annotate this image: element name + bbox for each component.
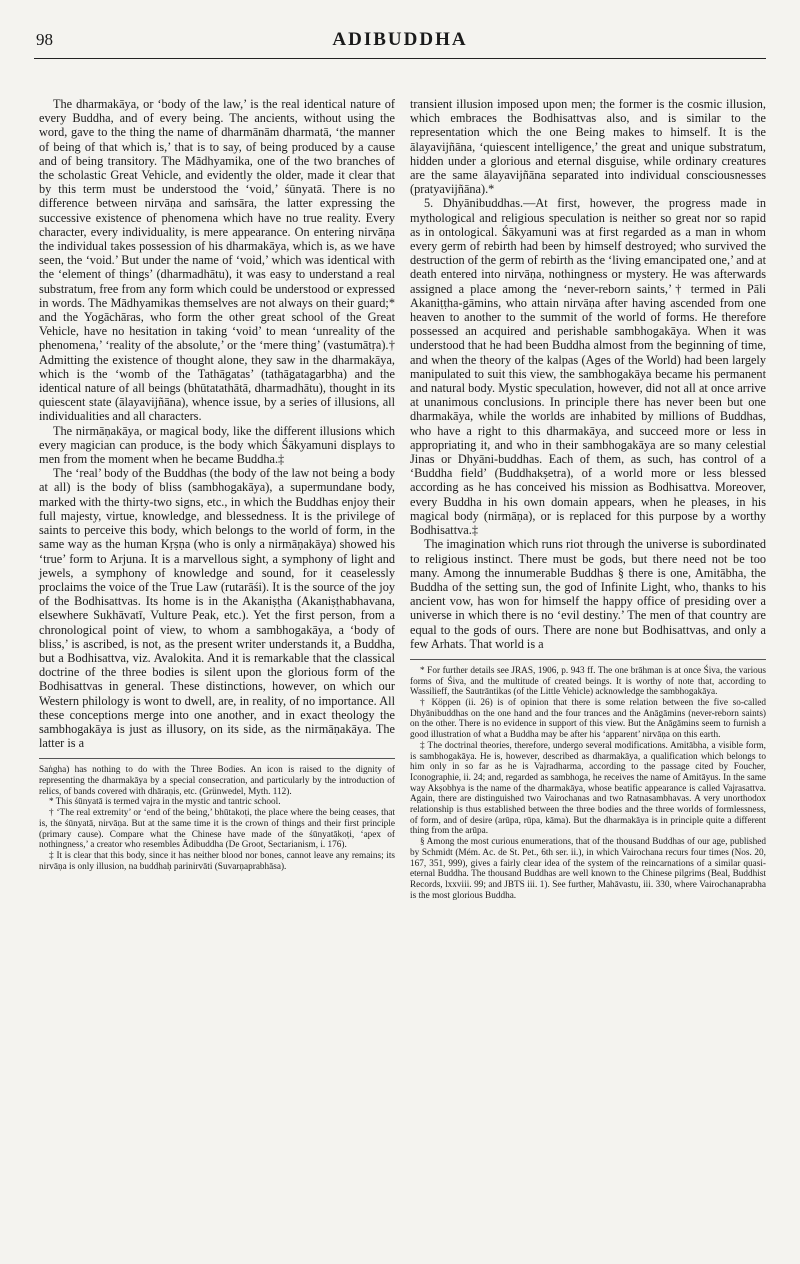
page-header [0,0,800,64]
header-rule [34,58,766,59]
left-paragraph: The dharmakāya, or ‘body of the law,’ is the real identical nature of every Buddha, and of every being. The ancients, without using the word, gave to the thing the name of dharmānām dharmatā, ‘the manner of being of that which is,’ that is to say, of being produced by a cause and of being transitory. The Mādhyamika, one of the two branches of the scholastic Great Vehicle, and evidently the older, made it clear that by this term must be understood the ‘void,’ śūnyatā. There is no difference between nirvāṇa and saṁsāra, the latter expressing the successive existence of phenomena which have no true reality. Every character, every individuality, is mere appearance. On entering nirvāṇa the individual takes possession of his dharmakāya, which is, as we have seen, the ‘void.’ But under the name of ‘void,’ which was identical with the ‘element of things’ (dharmadhātu), it was easy to understand a real substratum, free from any form which could be understood or expressed in words. The Mādhyamikas themselves are not always on their guard;* and the Yogāchāras, who form the other great school of the Great Vehicle, have no hesitation in taking ‘void’ to mean ‘unreality of the phenomena,’ ‘reality of the absolute,’ or the ‘mere thing’ (vastumātṛa).† Admitting the existence of thought alone, they saw in the dharmakāya, which is the ‘womb of the Tathāgatas’ (tathāgatagarbha) and the identical nature of all beings (bhūtatathātā, dharmadhātu), thought in its quiescent state (ālayavijñāna), whence issue, by a series of illusions, all individualities and all characters. [39,97,395,424]
left-paragraph: The ‘real’ body of the Buddhas (the body of the law not being a body at all) is the body of bliss (sambhogakāya), a supermundane body, marked with the thirty-two signs, etc., in which the Buddhas enjoy their full majesty, virtue, knowledge, and blessedness. It is the privilege of saints to perceive this body, which belongs to the world of form, in the same way as the human Kṛṣṇa (who is only a nirmāṇakāya) showed his ‘true’ form to Arjuna. It is a marvellous sight, a symphony of light and jewels, a symphony of knowledge and sound, for it ceaselessly proclaims the voice of the True Law (rutarāśi). It is the source of the joy of the Bodhisattvas. Its home is in the Akaniṣṭha (Akaniṣṭhabhavana, elsewhere Sukhāvatī, Vulture Peak, etc.). Yet the first person, from a chronological point of view, to whom a sambhogakāya, a ‘body of bliss,’ is ascribed, is not, as the present writer understands it, a Buddha, but a Bodhisattva, viz. Avalokita. And it is remarkable that the classical doctrine of the three bodies is silent upon the glorious form of the Bodhisattvas in general. These distinctions, however, on which our Western philology is wont to dwell, are, in reality, of no importance. All these conceptions merge into one another, and in exact theology the sambhogakāya is just as illusory, on its side, as the nirmāṇakāya. The latter is a [39,466,395,751]
footnote: ‡ The doctrinal theories, therefore, undergo several modifications. Amitābha, a visible form, is sambhogakāya. He is, however, described as dharmakāya, a qualification which belongs to him only in so far as he is Vajradharma, according to the passage cited by Foucher, Iconographie, ii. 24; and, regarded as sambhoga, he receives the name of Amitāyus. In the same way Akṣobhya is the name of the dharmakāya, whose beatific appearance is called Vajrasattva. Again, there are distinguished two Vairochanas and two Ratnasambhavas. A very unorthodox relationship is thus established between the three bodies and the three worlds of formlessness, of form, and of desire (arūpa, rūpa, kāma). But the dharmakāya is in principle quite a different thing from the arūpa. [410,740,766,837]
footnote: * This śūnyatā is termed vajra in the mystic and tantric school. [49,797,281,808]
right-paragraph: transient illusion imposed upon men; the former is the cosmic illusion, which embraces the Bodhisattvas also, and is similar to the representation which the one Being makes to himself. It is the ālayavijñāna, ‘quiescent intelligence,’ the great and unique substratum, hidden under a glorious and eternal disguise, while ordinary creatures are the same ālayavijñāna separated into individual consciousnesses (pratyavijñāna).* [410,97,766,197]
left-footnotes [39,765,395,872]
right-paragraph: The imagination which runs riot through the universe is subordinated to religious instinct. There must be gods, but there need not be too many. Among the innumerable Buddhas § there is one, Amitābha, the Buddha of the setting sun, the god of Infinite Light, who, thanks to his ancient vow, has won for himself the happy office of presiding over a universe in which there is no ‘evil destiny.’ The men of that country are equal to the gods of ours. There are none but Bodhisattvas, and only a few Arhats. That world is a [410,537,766,651]
page-number: 98 [36,30,53,49]
right-paragraph: 5. Dhyānibuddhas.—At first, however, the progress made in mythological and religious speculation is neither so great nor so rapid as in ontological. Śākyamuni was at first regarded as a man in whom every germ of rebirth had been by himself destroyed; who survived the destruction of the germ of rebirth as the ‘living emancipated one,’ and at death entered into nirvāṇa, nothingness or mystery. He was afterwards assigned a place among the ‘never-reborn saints,’† termed in Pāli Akaniṭṭha-gāmins, who attain nirvāṇa after having ascended from one heaven to another to the summit of the world of forms. He therefore possessed an acquired and perishable sambhogakāya. When it was understood that he had been Buddha almost from the beginning of time, and when the theory of the kalpas (Ages of the World) had been largely manipulated to suit this view, the sambhogakāya became his permanent and natural body. Mystic speculation, however, did not all at once arrive at unanimous conclusions. In principle there has never been but one dharmakāya, while the worlds are inhabited by millions of Buddhas, who have a right to this dharmakāya, and succeed more or less in appropriating it, and who in their sambhogakāya are so many celestial Jinas or Dhyāni-buddhas. Each of them, as such, has control of a ‘Buddha field’ (Buddhakṣetra), of a world more or less blessed according as he has conceived his mission as Bodhisattva. Moreover, every Buddha in his own domain appears, when he pleases, in his magical body (nirmāṇa), or is replaced for this purpose by a worthy Bodhisattva.‡ [410,196,766,538]
footnote: † Köppen (ii. 26) is of opinion that there is some relation between the five so-called Dhyānibuddhas on the one hand and the four trances and the Anāgāmins (never-reborn saints) on the other. There is no evidence in support of this view. But the Anāgāmins seem to furnish a good illustration of what a Buddha may be after his ‘apparent’ nirvāṇa on this earth. [410,698,766,741]
footnote-rule [39,758,395,759]
footnote: § Among the most curious enumerations, that of the thousand Buddhas of our age, published by Schmidt (Mém. Ac. de St. Pet., 6th ser. ii.), in which Vairochana recurs four times (Nos. 20, 167, 351, 999), gives a fairly clear idea of the system of the reincarnations of a similar quasi-eternal Buddha. The thousand Buddhas are well known to the Chinese pilgrims (Beal, Buddhist Records, lxxviii. 99; and JBTS iii. 1). See further, Mahāvastu, iii. 330, where Vairochanaprabha is the most glorious Buddha. [410,837,766,901]
footnote-rule [410,659,766,660]
left-column [39,97,395,872]
right-column [410,97,766,901]
right-footnotes [410,666,766,901]
footnote: * For further details see JRAS, 1906, p. 943 ff. The one brāhman is at once Śiva, the various forms of Śiva, and the multitude of created beings. It is worthy of note that, according to Wassilieff, the Sautrāntikas (of the Little Vehicle) acknowledge the sambhogakāya. [410,665,766,698]
footnote: ‡ It is clear that this body, since it has neither blood nor bones, cannot leave any remains; its nirvāṇa is only illusion, na buddhaḥ parinirvāti (Suvarṇaprabhāsa). [39,850,395,872]
left-paragraph: The nirmāṇakāya, or magical body, like the different illusions which every magician can produce, is the body which Śākyamuni displays to men from the moment when he became Buddha.‡ [39,423,395,467]
footnote: † ‘The real extremity’ or ‘end of the being,’ bhūtakoṭi, the place where the being ceases, that is, the śūnyatā, nirvāṇa. But at the same time it is the crown of things and their first principle (primary cause). Compare what the Chinese have made of the śūnyatākoṭi, ‘apex of nothingness,’ a creator who resembles Ādibuddha (De Groot, Sectarianism, i. 176). [39,808,395,851]
running-title: ADIBUDDHA [332,29,468,50]
footnote: Saṅgha) has nothing to do with the Three Bodies. An icon is raised to the dignity of representing the dharmakāya by a special consecration, and particularly by the introduction of relics, of bands covered with dhāraṇis, etc. (Grünwedel, Myth. 112). [39,765,395,797]
